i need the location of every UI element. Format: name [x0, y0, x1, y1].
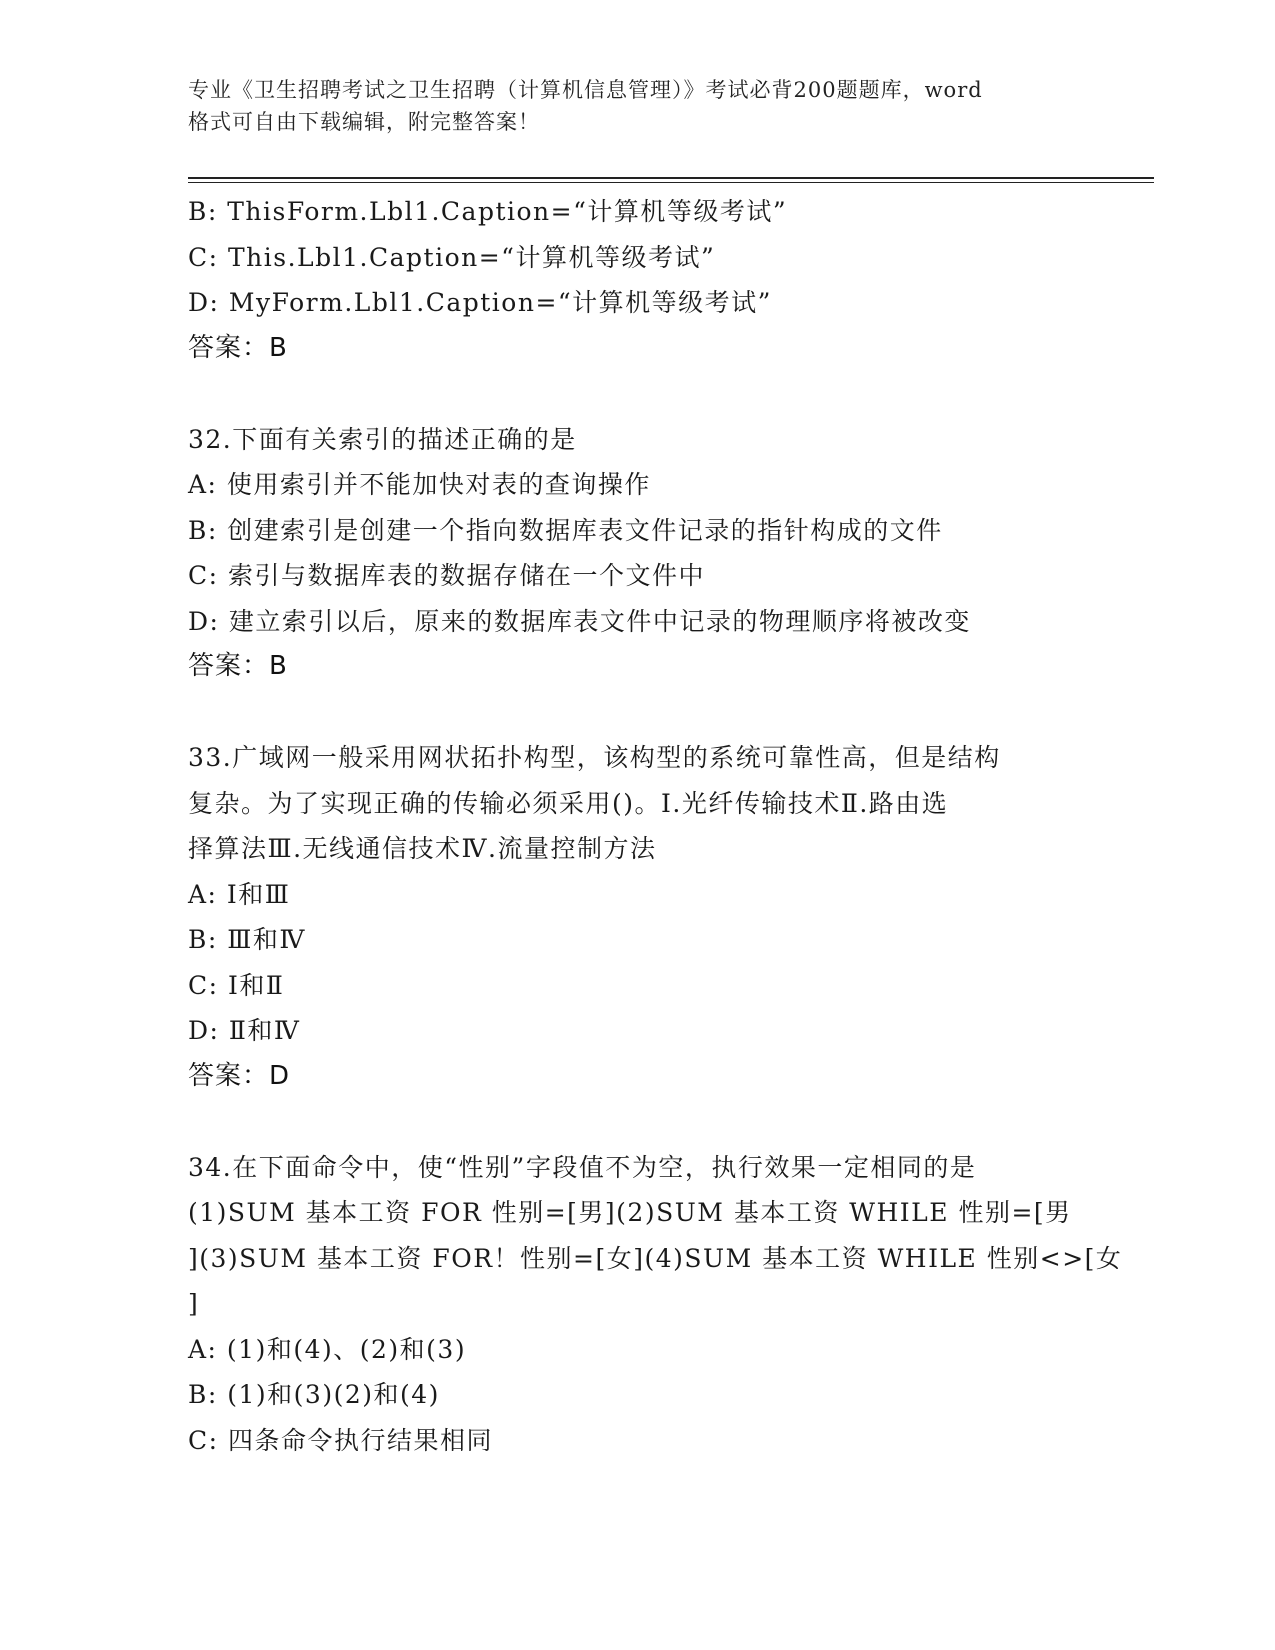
q31-option-b: B: ThisForm.Lbl1.Caption=“计算机等级考试”: [188, 197, 788, 226]
document-body: [188, 189, 1123, 1463]
header-rule-thin: [188, 182, 1154, 183]
header-line-1: 专业《卫生招聘考试之卫生招聘（计算机信息管理）》考试必背200题题库，word: [188, 78, 983, 102]
q32-stem: 32.下面有关索引的描述正确的是: [188, 424, 577, 454]
q34-stem-line-2: (1)SUM 基本工资 FOR 性别=[男](2)SUM 基本工资 WHILE 性别=[男: [188, 1198, 1072, 1227]
document-header: [188, 74, 1088, 138]
header-line-2: 格式可自由下载编辑，附完整答案！: [188, 110, 540, 134]
spacer: [188, 1099, 1088, 1145]
q31-option-d: D: MyForm.Lbl1.Caption=“计算机等级考试”: [188, 288, 772, 317]
q32-option-b: B: 创建索引是创建一个指向数据库表文件记录的指针构成的文件: [188, 515, 943, 545]
q32-option-c: C: 索引与数据库表的数据存储在一个文件中: [188, 561, 705, 590]
q34-stem-line-3: ](3)SUM 基本工资 FOR！性别=[女](4)SUM 基本工资 WHILE 性别<>[女: [188, 1243, 1123, 1273]
q33-stem-line-2: 复杂。为了实现正确的传输必须采用()。Ⅰ.光纤传输技术Ⅱ.路由选: [188, 788, 949, 818]
header-rule-thick: [188, 177, 1154, 179]
q34-stem-line-1: 34.在下面命令中，使“性别”字段值不为空，执行效果一定相同的是: [188, 1152, 977, 1182]
spacer: [188, 690, 1088, 736]
q34-option-b: B: (1)和(3)(2)和(4): [188, 1380, 440, 1409]
question-33: [188, 735, 1088, 1099]
q32-option-a: A: 使用索引并不能加快对表的查询操作: [188, 470, 651, 499]
q32-answer: 答案：B: [188, 651, 288, 681]
q33-option-d: D: Ⅱ和Ⅳ: [188, 1016, 301, 1045]
question-32: [188, 417, 1088, 690]
q31-option-c: C: This.Lbl1.Caption=“计算机等级考试”: [188, 242, 716, 272]
q34-option-c: C: 四条命令执行结果相同: [188, 1425, 493, 1455]
question-31: [188, 189, 1088, 371]
q33-option-b: B: Ⅲ和Ⅳ: [188, 925, 306, 954]
q33-option-a: A: Ⅰ和Ⅲ: [188, 879, 291, 909]
q32-option-d: D: 建立索引以后，原来的数据库表文件中记录的物理顺序将被改变: [188, 606, 971, 636]
q31-answer: 答案：B: [188, 332, 288, 363]
q33-stem-line-1: 33.广域网一般采用网状拓扑构型，该构型的系统可靠性高，但是结构: [188, 743, 1001, 772]
q33-option-c: C: Ⅰ和Ⅱ: [188, 970, 285, 1000]
q33-answer: 答案：D: [188, 1060, 291, 1091]
q34-stem-line-4: ]: [188, 1289, 200, 1318]
question-34: [188, 1145, 1123, 1464]
q34-option-a: A: (1)和(4)、(2)和(3): [188, 1334, 467, 1364]
spacer: [188, 371, 1088, 417]
q33-stem-line-3: 择算法Ⅲ.无线通信技术Ⅳ.流量控制方法: [188, 834, 657, 863]
